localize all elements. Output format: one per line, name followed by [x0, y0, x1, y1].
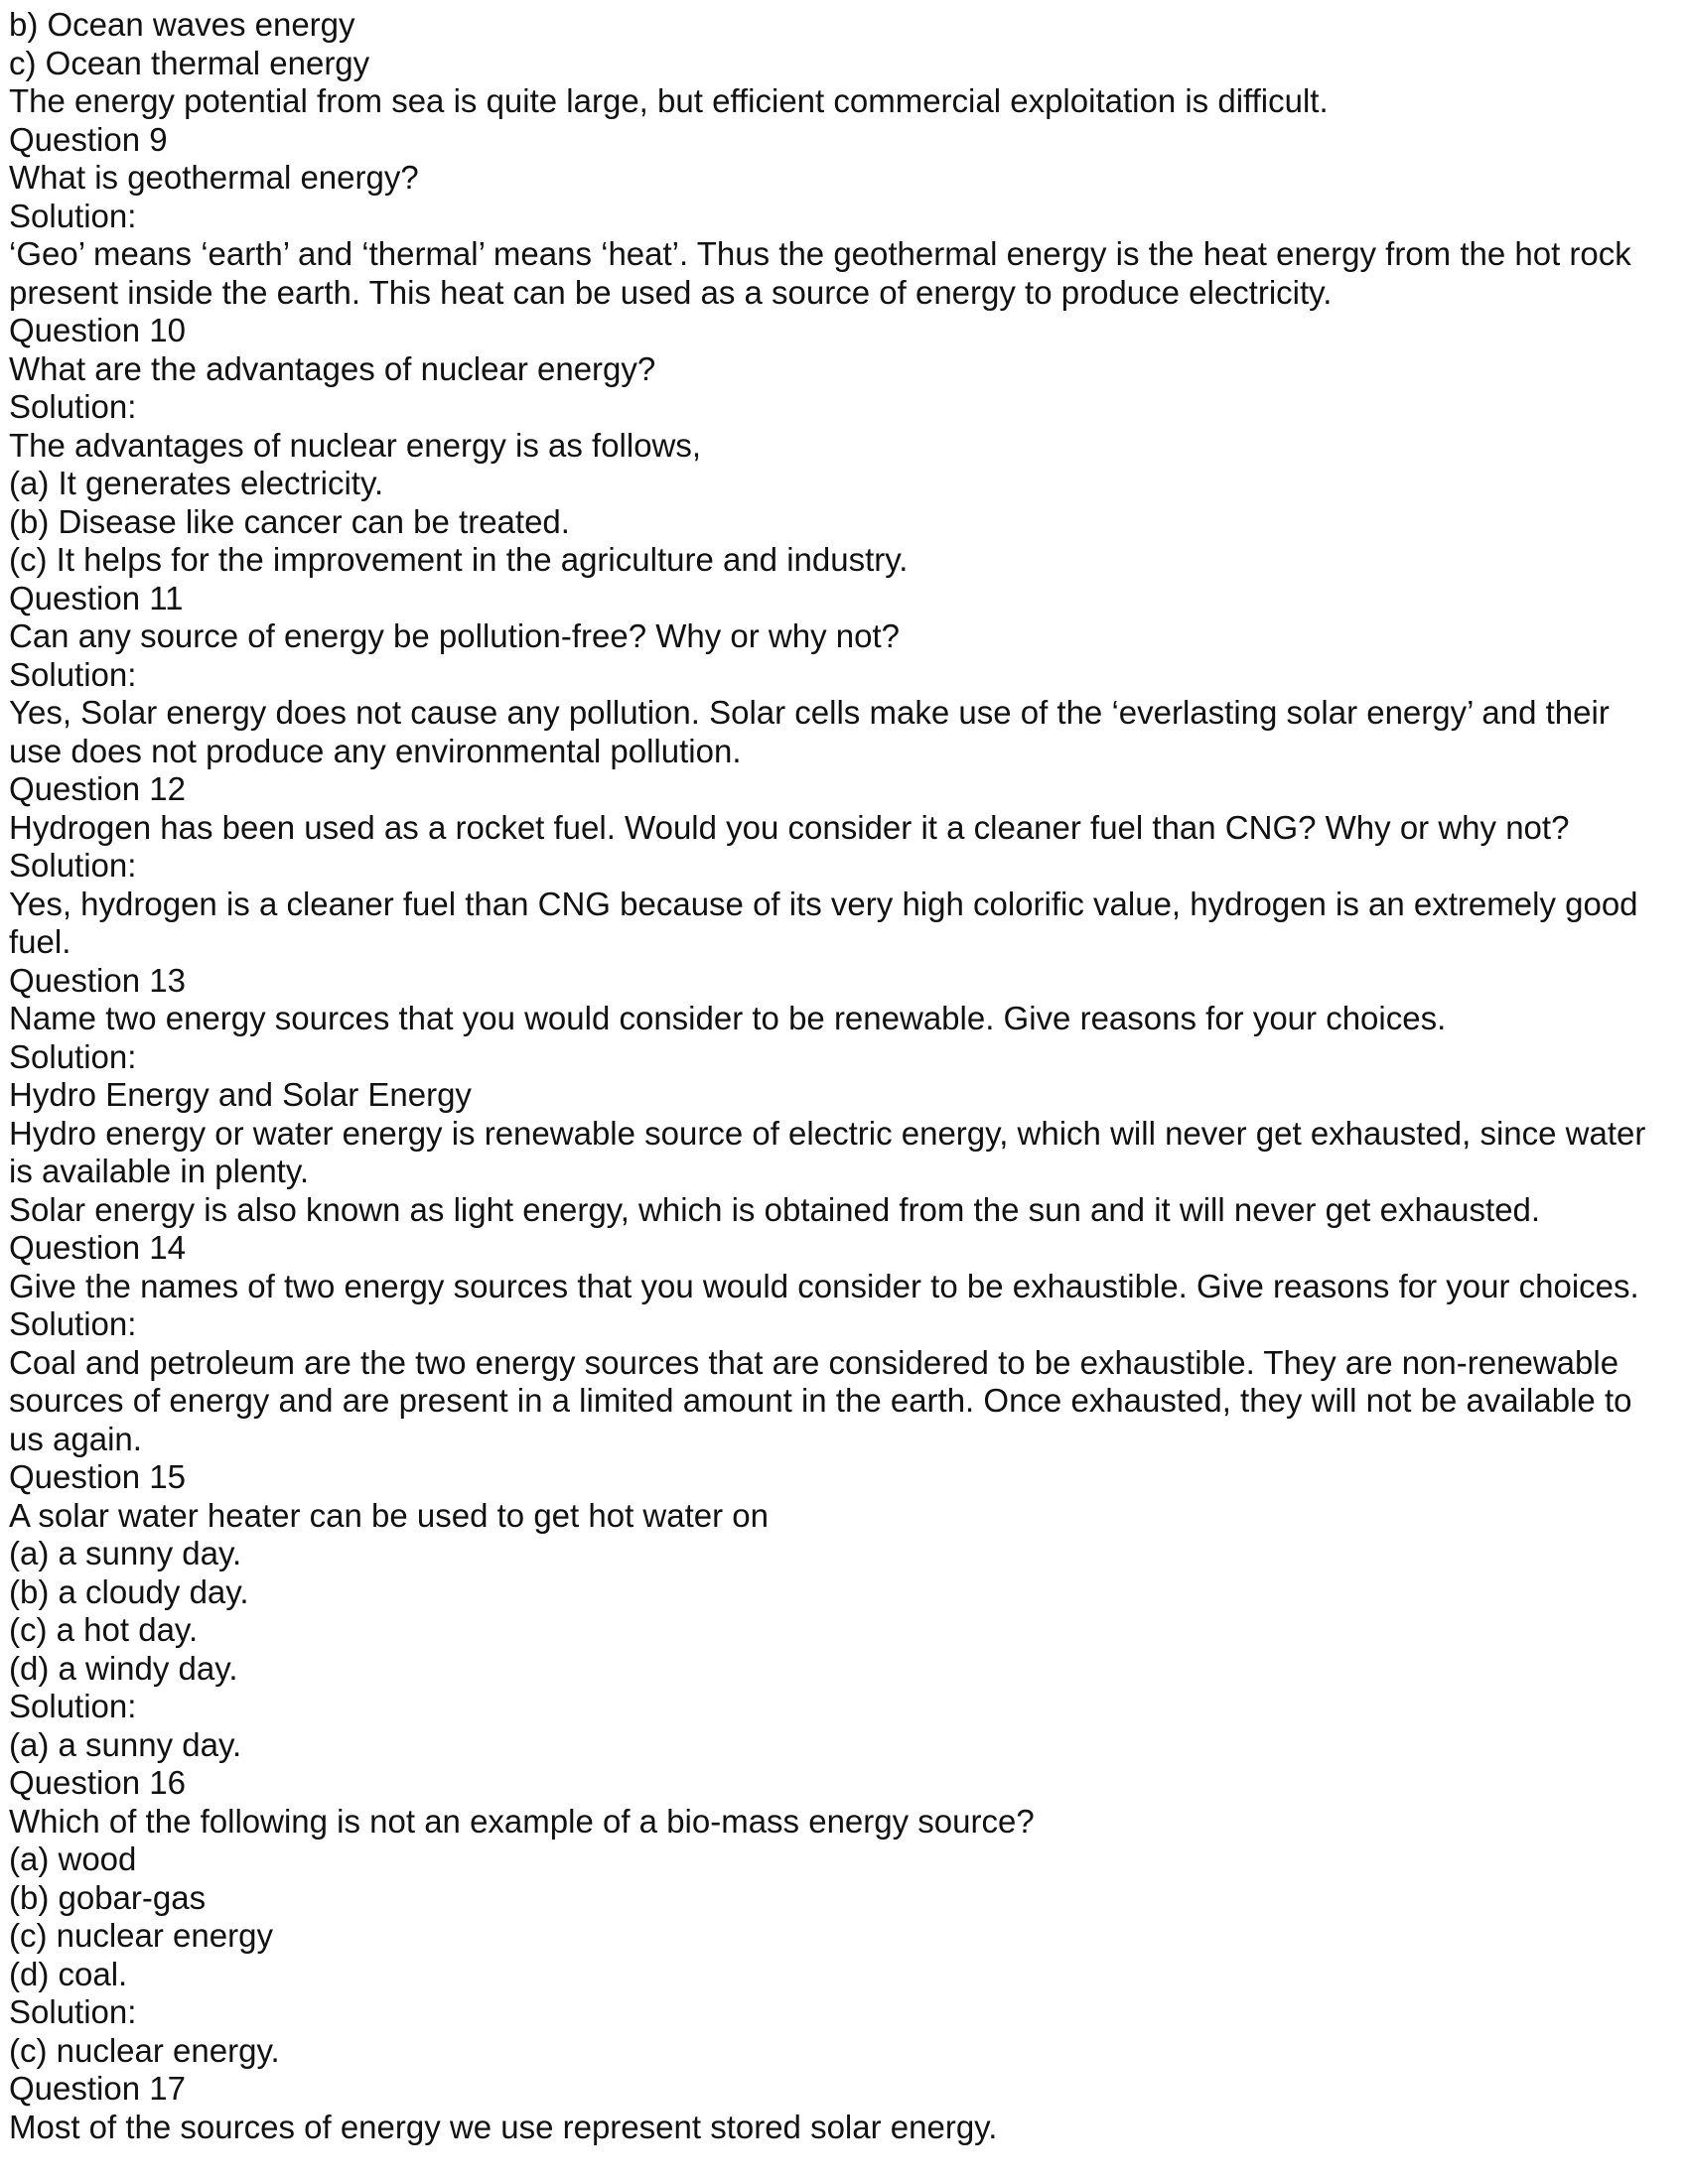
- text-line: sources of energy and are present in a limited amount in the earth. Once exhausted, they will not be available to: [9, 1382, 1632, 1419]
- list-item: (a) a sunny day.: [9, 1535, 242, 1571]
- list-item: (a) wood: [9, 1841, 137, 1877]
- text-line: Coal and petroleum are the two energy sources that are considered to be exhaustible. They are non-renewable: [9, 1343, 1619, 1381]
- list-item: (c) nuclear energy: [9, 1917, 273, 1954]
- list-item: (b) gobar-gas: [9, 1878, 207, 1916]
- text-line: b) Ocean waves energy: [9, 6, 355, 43]
- text-line: The advantages of nuclear energy is as follows,: [9, 426, 702, 464]
- text-line: (a) a sunny day.: [9, 1725, 242, 1763]
- question-text: Hydrogen has been used as a rocket fuel. Would you consider it a cleaner fuel than CNG? Why or why not?: [9, 808, 1570, 846]
- question-heading: Question 10: [9, 312, 186, 348]
- list-item: (d) a windy day.: [9, 1649, 238, 1687]
- text-line: c) Ocean thermal energy: [9, 44, 370, 81]
- text-line: use does not produce any environmental pollution.: [9, 732, 742, 769]
- list-item: (b) Disease like cancer can be treated.: [9, 502, 570, 540]
- question-heading: Question 16: [9, 1764, 186, 1801]
- question-heading: Question 15: [9, 1458, 186, 1495]
- text-line: fuel.: [9, 923, 71, 960]
- question-text: A solar water heater can be used to get hot water on: [9, 1496, 769, 1534]
- solution-label: Solution:: [9, 1688, 137, 1724]
- question-heading: Question 17: [9, 2070, 186, 2107]
- text-line: Solar energy is also known as light energy, which is obtained from the sun and it will never get exhausted.: [9, 1190, 1541, 1228]
- list-item: (a) It generates electricity.: [9, 465, 384, 501]
- question-text: Give the names of two energy sources that you would consider to be exhaustible. Give reasons for your choices.: [9, 1267, 1639, 1304]
- question-heading: Question 11: [9, 579, 184, 616]
- solution-label: Solution:: [9, 388, 137, 425]
- question-text: Name two energy sources that you would consider to be renewable. Give reasons for your choices.: [9, 1000, 1447, 1036]
- solution-label: Solution:: [9, 197, 137, 234]
- solution-label: Solution:: [9, 1305, 137, 1342]
- text-line: The energy potential from sea is quite large, but efficient commercial exploitation is difficult.: [9, 82, 1329, 119]
- solution-label: Solution:: [9, 847, 137, 884]
- text-line: is available in plenty.: [9, 1153, 310, 1189]
- text-line: Hydro energy or water energy is renewable source of electric energy, which will never get exhausted, since water: [9, 1114, 1646, 1152]
- solution-label: Solution:: [9, 1993, 137, 2030]
- text-line: Hydro Energy and Solar Energy: [9, 1076, 472, 1113]
- question-text: Which of the following is not an example of a bio-mass energy source?: [9, 1802, 1035, 1840]
- question-text: What is geothermal energy?: [9, 159, 419, 196]
- text-line: ‘Geo’ means ‘earth’ and ‘thermal’ means ‘heat’. Thus the geothermal energy is the heat energy from the hot rock: [9, 235, 1631, 272]
- question-text: Can any source of energy be pollution-free? Why or why not?: [9, 617, 900, 654]
- text-line: (c) nuclear energy.: [9, 2031, 280, 2069]
- text-line: us again.: [9, 1420, 142, 1457]
- question-heading: Question 9: [9, 120, 168, 158]
- question-heading: Question 14: [9, 1229, 186, 1266]
- solution-label: Solution:: [9, 655, 137, 693]
- text-line: Yes, Solar energy does not cause any pollution. Solar cells make use of the ‘everlasting solar energy’ and their: [9, 694, 1610, 731]
- text-line: Yes, hydrogen is a cleaner fuel than CNG because of its very high colorific value, hydrogen is an extremely good: [9, 885, 1638, 922]
- question-heading: Question 13: [9, 961, 186, 999]
- question-text: Most of the sources of energy we use represent stored solar energy.: [9, 2108, 998, 2145]
- text-line: present inside the earth. This heat can be used as a source of energy to produce electricity.: [9, 273, 1333, 311]
- list-item: (d) coal.: [9, 1955, 128, 1992]
- document-page: [9, 6, 1677, 2146]
- list-item: (b) a cloudy day.: [9, 1572, 249, 1610]
- list-item: (c) a hot day.: [9, 1611, 199, 1648]
- solution-label: Solution:: [9, 1037, 137, 1075]
- question-text: What are the advantages of nuclear energy?: [9, 349, 656, 387]
- list-item: (c) It helps for the improvement in the agriculture and industry.: [9, 541, 909, 578]
- question-heading: Question 12: [9, 770, 186, 807]
